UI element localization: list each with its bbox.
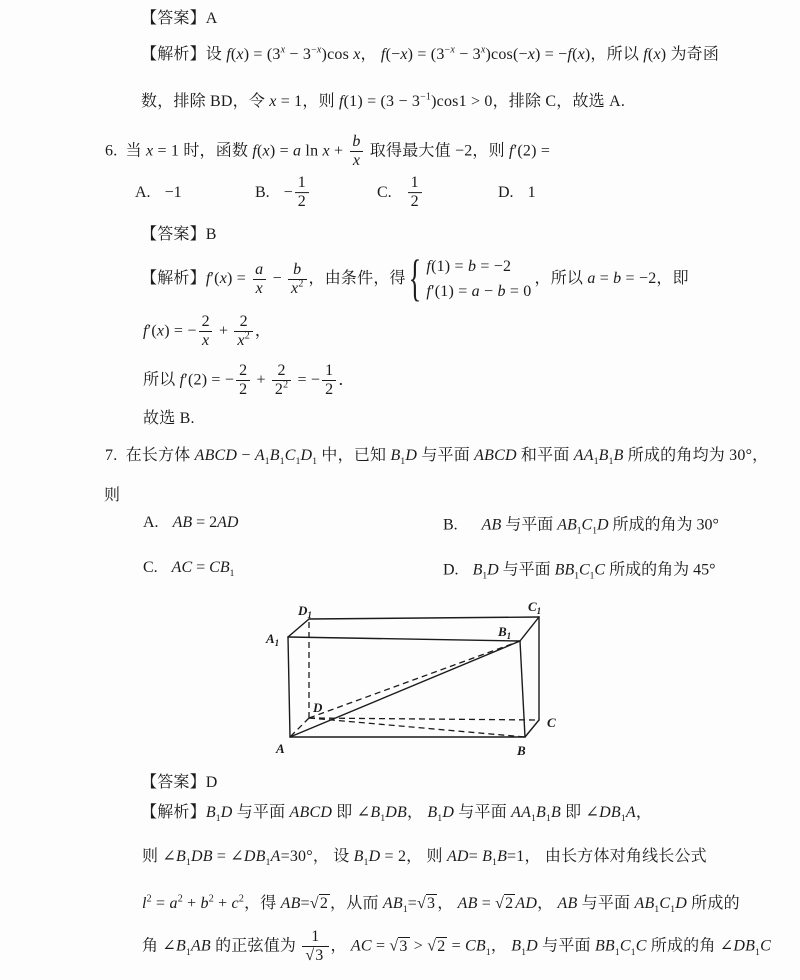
q6-option-b-label: B. [255, 183, 270, 201]
q6-solution-line-1: 【解析】f′(x) = $\frac{a}{x}$ − $\frac{b}{x^2}$ ，由条件，得 { f(1) = b = −2 f′(1) = a − b = 0 ，所以 a = b = −2，即 [141, 249, 689, 307]
q7-answer-line: 【答案】D [141, 774, 218, 791]
q6-stem: 6. 当 x = 1 时，函数 f(x) = a ln x + $\frac{b}{x}$ 取得最大值 −2，则 f′(2) = [105, 133, 551, 170]
q7-stem-line-2: 则 [104, 487, 121, 504]
q7-option-c [143, 559, 235, 580]
q6-option-d [498, 184, 536, 202]
q6-answer-line: 【答案】B [141, 226, 217, 243]
q6-option-a-label: A. [135, 184, 151, 201]
q6-solution-line-3: 所以 f′(2) = − $\frac{2}{2}$ + $\frac{2}{2^2}$ = − $\frac{1}{2}$ ． [143, 362, 355, 399]
q5-solution-line-1: 【解析】设 $f(x) = (3^x - 3^{-x})\cos$ x， $f(-x) = (3^{-x} - 3^x)\cos(-x) = -f(x)$，所以 f(x) 为奇函 [141, 44, 720, 63]
q7-options-row-1 [0, 508, 800, 538]
vertex-label-a: A [276, 741, 285, 756]
q7-option-c-value: AC = $CB_1$ [171, 559, 235, 580]
q6-solution-line-2: f′(x) = − $\frac{2}{x}$ + $\frac{2}{x^2}$ ， [143, 313, 272, 350]
q6-option-a [135, 184, 182, 202]
q6-option-b-value: − $\frac{1}{2}$ [284, 184, 311, 201]
q7-option-d-value: $B_1D$ 与平面 $BB_1C_1C$ 所成的角为 45° [472, 561, 716, 582]
q6-option-d-label: D. [498, 184, 514, 201]
cuboid-figure [252, 589, 582, 765]
q5-answer-line: 【答案】A [141, 10, 218, 27]
q7-options-row-2 [0, 553, 800, 583]
q7-solution-line-2: 则 $\angle B_1DB$ = $\angle DB_1A=30^\circ$， 设 $B_1D = 2$， 则 $AD= B_1B=1$， 由长方体对角线长公式 [142, 848, 707, 869]
q7-option-d [443, 557, 715, 580]
vertex-label-a1: $A_1$ [266, 631, 280, 648]
vertex-label-c1: $C_1$ [528, 599, 542, 616]
q7-option-b-value: AB 与平面 $AB_1C_1D$ 所成的角为 30° [481, 516, 719, 537]
q7-solution-line-1: 【解析】$B_1D$ 与平面 ABCD 即 $\angle B_1DB$， $B_1D$ 与平面 $AA_1B_1B$ 即 $\angle DB_1A$， [141, 804, 653, 825]
q6-options-row [0, 171, 800, 215]
q7-stem-line-1: 7. 在长方体 ABCD − $A_1B_1C_1D_1$ 中，已知 $B_1D$ 与平面 ABCD 和平面 $AA_1B_1B$ 所成的角均为 30°， [105, 447, 769, 468]
q7-option-a [143, 514, 238, 532]
q7-option-a-value: AB = 2AD [172, 514, 239, 531]
q7-solution-line-3: $l^2 = a^2 + b^2 + c^2$，得 AB=√2 ，从而 $AB_1=√3$ ， AB = √2 AD， AB 与平面 $AB_1C_1D$ 所成的 [142, 893, 740, 916]
q6-option-c-label: C. [377, 183, 392, 201]
q6-option-c [377, 174, 424, 212]
q6-option-b [255, 174, 311, 212]
q5-solution-line-2: 数，排除 BD，令 x = 1，则 $f(1) = (3 - 3^{-1})\cos 1 > 0$，排除 C，故选 A. [141, 91, 626, 110]
vertex-label-d: D [313, 700, 323, 715]
q7-option-d-label: D. [443, 561, 459, 579]
q7-option-b-label: B. [443, 516, 458, 534]
vertex-label-d1: $D_1$ [298, 603, 312, 620]
q7-option-b [443, 512, 719, 535]
vertex-label-b: B [517, 743, 526, 758]
q7-solution-line-4: 角 $\angle B_1AB$ 的正弦值为 $\frac{1}{√3}$ ， AC = $√3 > √2 = CB_1$， $B_1D$ 与平面 $BB_1C_1C$ 所成的角 $\angle DB_1C$ [142, 928, 771, 965]
q6-solution-line-4: 故选 B. [143, 410, 195, 427]
q6-option-d-value: 1 [527, 184, 536, 201]
q7-option-c-label: C. [143, 559, 158, 576]
vertex-label-c: C [547, 715, 556, 730]
q6-option-c-value: $\frac{1}{2}$ [406, 184, 424, 201]
q6-option-a-value: −1 [164, 184, 182, 201]
vertex-label-b1: $B_1$ [498, 624, 512, 641]
q7-option-a-label: A. [143, 514, 159, 531]
